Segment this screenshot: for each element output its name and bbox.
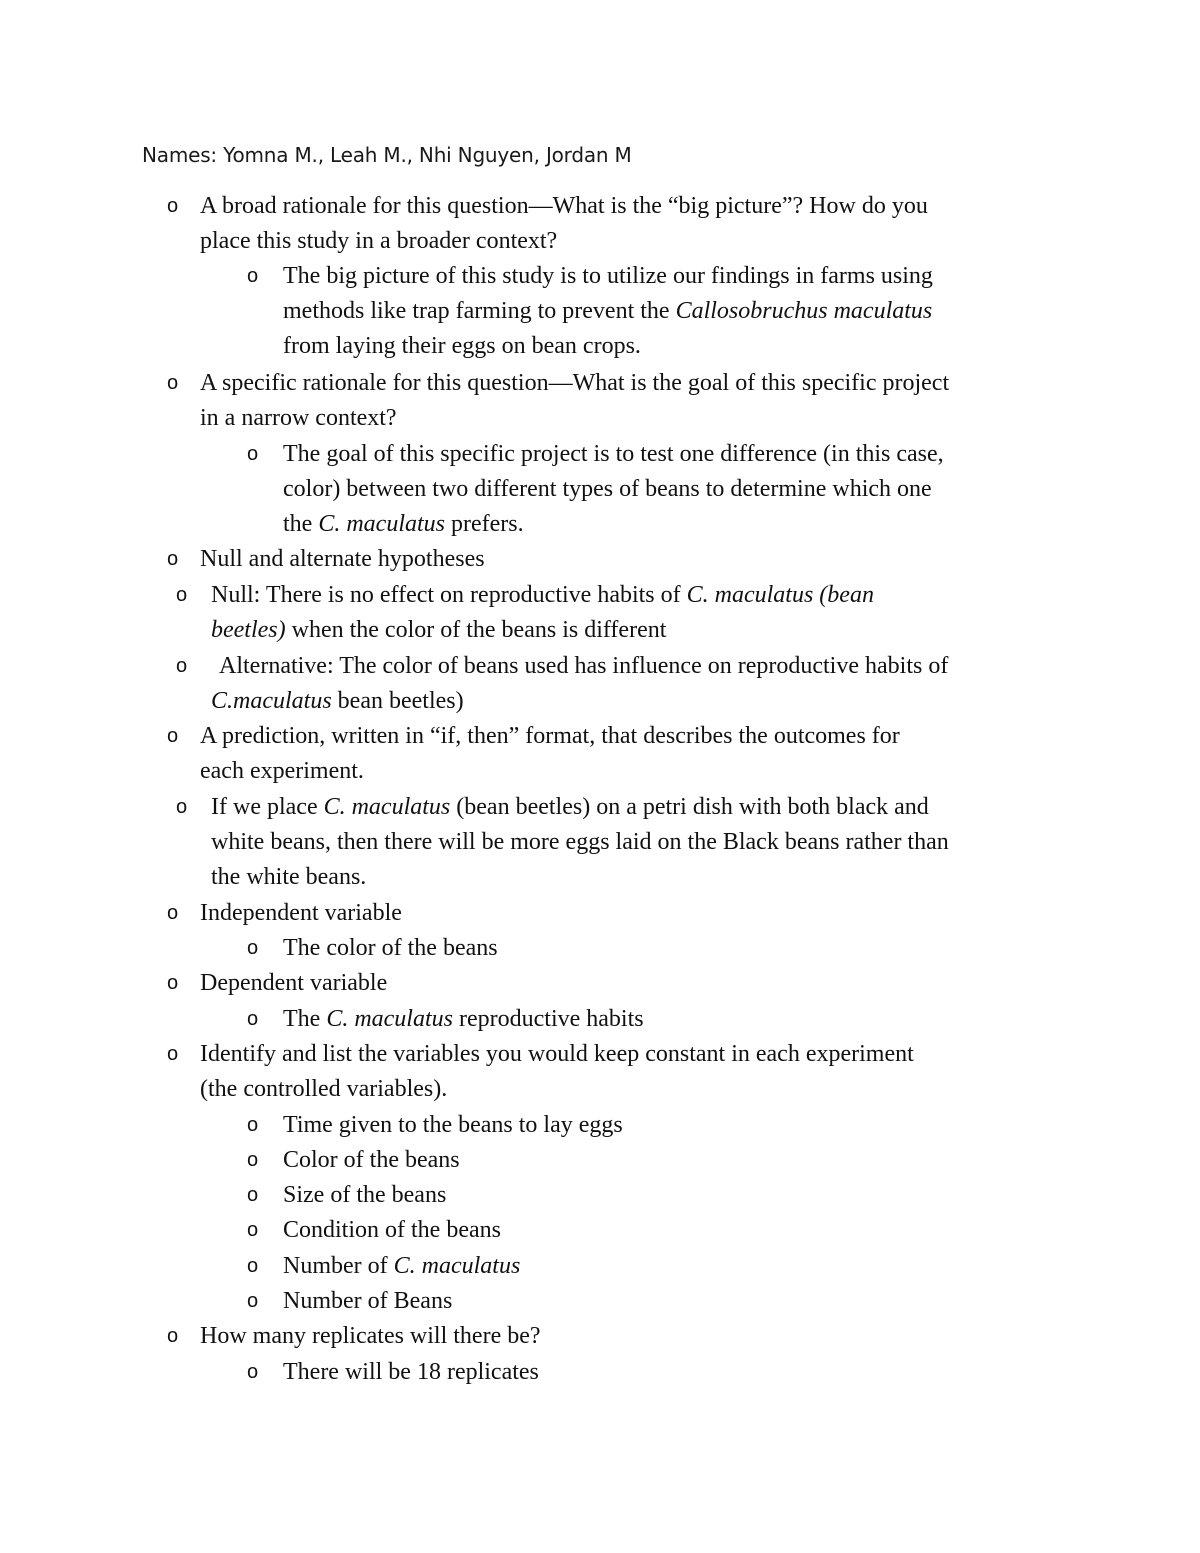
question-controlled-variables <box>167 1037 1100 1107</box>
controlled-variable-item <box>247 1284 1083 1319</box>
bullet-icon: o <box>247 1008 259 1030</box>
text-line: in a narrow context? <box>200 405 397 432</box>
text-line: The big picture of this study is to utilize our findings in farms using <box>283 263 933 289</box>
text-line: Null: There is no effect on reproductive habits of C. maculatus (bean <box>211 582 874 608</box>
answer-dependent-variable <box>247 1002 1083 1037</box>
text-line: each experiment. <box>200 758 364 785</box>
bullet-icon: o <box>167 1325 179 1347</box>
bullet-icon: o <box>247 1255 259 1277</box>
null-hypothesis <box>176 578 1101 648</box>
bullet-icon: o <box>247 1219 259 1241</box>
text-line: Number of Beans <box>283 1288 453 1314</box>
bullet-icon: o <box>167 972 179 994</box>
controlled-variable-item <box>247 1249 1083 1284</box>
text-line: Number of C. maculatus <box>283 1253 521 1279</box>
question-specific-rationale <box>167 366 1100 436</box>
text-line: place this study in a broader context? <box>200 228 558 255</box>
text-line: Independent variable <box>200 900 402 926</box>
controlled-variable-item <box>247 1143 1083 1178</box>
question-dependent-variable <box>167 966 1100 1001</box>
alternative-hypothesis <box>176 649 949 719</box>
text-line: Time given to the beans to lay eggs <box>283 1112 623 1138</box>
text-line: (the controlled variables). <box>200 1076 448 1103</box>
species-name: C. maculatus <box>326 1006 453 1032</box>
text-line: The C. maculatus reproductive habits <box>283 1006 644 1032</box>
bullet-icon: o <box>247 1114 259 1136</box>
text-line: methods like trap farming to prevent the Callosobruchus maculatus <box>283 298 933 325</box>
species-name: C. maculatus <box>323 794 451 820</box>
text-line: The goal of this specific project is to test one difference (in this case, <box>283 441 944 467</box>
bullet-icon: o <box>176 655 188 677</box>
text-line: white beans, then there will be more eggs laid on the Black beans rather than <box>211 829 949 856</box>
bullet-icon: o <box>167 372 179 394</box>
bullet-icon: o <box>176 584 188 606</box>
text-line: Null and alternate hypotheses <box>200 546 485 572</box>
text-line: A specific rationale for this question—What is the goal of this specific project <box>200 370 950 396</box>
text-line: the C. maculatus prefers. <box>283 511 524 538</box>
species-name: C. maculatus (bean <box>686 582 874 608</box>
question-hypotheses <box>167 542 1100 577</box>
text-line: Dependent variable <box>200 970 388 996</box>
bullet-icon: o <box>167 1043 179 1065</box>
text-line: Condition of the beans <box>283 1217 501 1243</box>
species-name: Callosobruchus maculatus <box>675 298 933 325</box>
text-line: from laying their eggs on bean crops. <box>283 333 641 360</box>
bullet-icon: o <box>247 443 259 465</box>
text-line: A prediction, written in “if, then” format, that describes the outcomes for <box>200 723 900 749</box>
controlled-variable-item <box>247 1213 1083 1248</box>
bullet-icon: o <box>247 1290 259 1312</box>
text-line: color) between two different types of beans to determine which one <box>283 476 932 503</box>
text-line: C.maculatus bean beetles) <box>211 688 464 715</box>
bullet-icon: o <box>167 725 179 747</box>
controlled-variable-item <box>247 1108 1083 1143</box>
text-line: beetles) when the color of the beans is different <box>211 617 667 644</box>
bullet-icon: o <box>247 1361 259 1383</box>
bullet-icon: o <box>167 548 179 570</box>
text-line: Size of the beans <box>283 1182 447 1208</box>
text-line: There will be 18 replicates <box>283 1359 539 1385</box>
controlled-variable-item <box>247 1178 1083 1213</box>
bullet-icon: o <box>247 1149 259 1171</box>
text-line: If we place C. maculatus (bean beetles) on a petri dish with both black and <box>211 794 929 820</box>
text-line: the white beans. <box>211 864 367 891</box>
names-line: Names: Yomna M., Leah M., Nhi Nguyen, Jordan M <box>142 143 632 167</box>
bullet-icon: o <box>247 265 259 287</box>
question-replicates <box>167 1319 1100 1354</box>
text-line: A broad rationale for this question—What is the “big picture”? How do you <box>200 193 928 219</box>
text-line: Identify and list the variables you would keep constant in each experiment <box>200 1041 914 1067</box>
question-independent-variable <box>167 896 1100 931</box>
species-name: C.maculatus <box>211 688 332 715</box>
bullet-icon: o <box>247 937 259 959</box>
answer-replicates <box>247 1355 1083 1390</box>
species-name: C. maculatus <box>393 1253 521 1279</box>
text-line: Alternative: The color of beans used has influence on reproductive habits of <box>219 653 949 679</box>
text-line: How many replicates will there be? <box>200 1323 541 1349</box>
bullet-icon: o <box>167 195 179 217</box>
answer-prediction <box>176 790 1101 896</box>
question-prediction <box>167 719 1100 789</box>
answer-independent-variable <box>247 931 1083 966</box>
species-name: C. maculatus <box>318 511 445 538</box>
text-line: The color of the beans <box>283 935 498 961</box>
answer-broad-rationale <box>247 259 1083 365</box>
bullet-icon: o <box>167 902 179 924</box>
bullet-icon: o <box>247 1184 259 1206</box>
text-line: Color of the beans <box>283 1147 460 1173</box>
question-broad-rationale <box>167 189 1100 259</box>
answer-specific-rationale <box>247 437 1083 543</box>
bullet-icon: o <box>176 796 188 818</box>
